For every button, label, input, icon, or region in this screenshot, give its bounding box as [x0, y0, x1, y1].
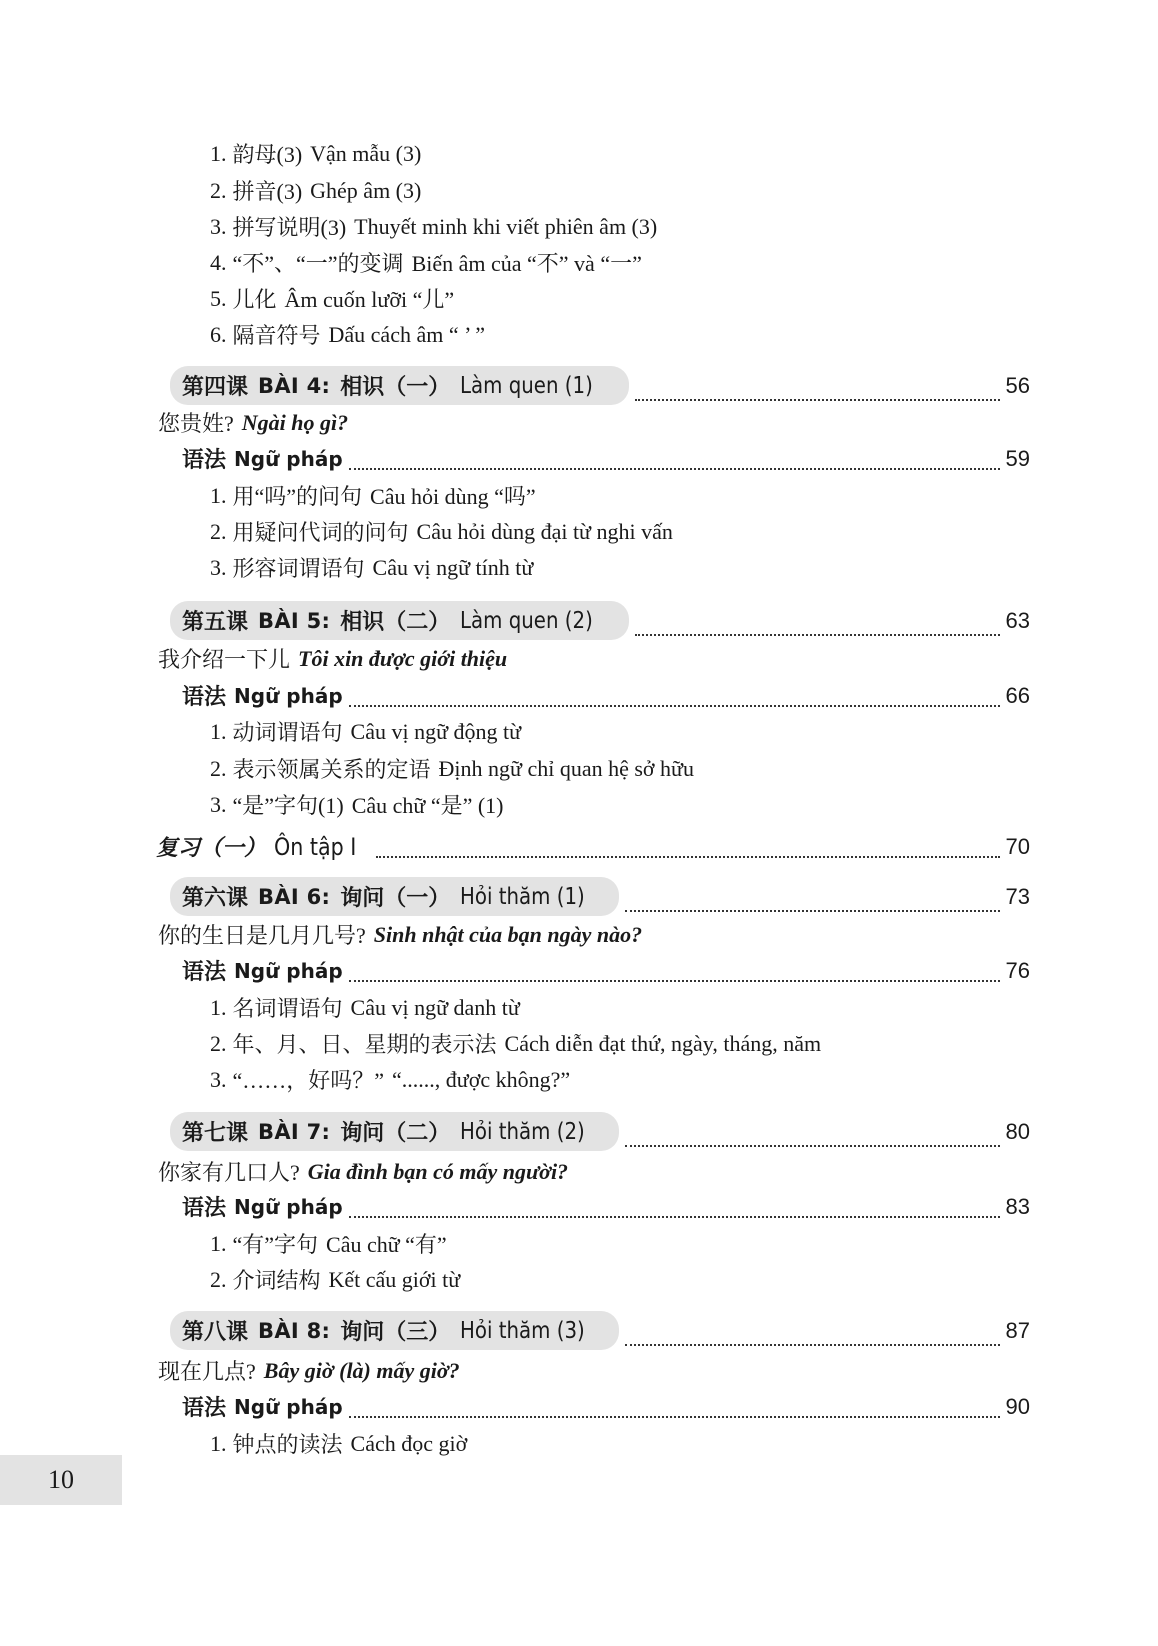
page-ref: 66: [1005, 682, 1030, 708]
toc-sub-item: [210, 789, 504, 820]
item-chinese: 儿化: [232, 287, 277, 312]
page-ref: 59: [1005, 445, 1030, 471]
toc-lesson-title: [158, 919, 642, 950]
lesson-number: BÀI 8:: [258, 1318, 331, 1343]
title-chinese: 您贵姓?: [158, 411, 234, 436]
toc-grammar-heading: [182, 955, 1030, 986]
title-vietnamese: Bây giờ (là) mấy giờ?: [263, 1357, 460, 1383]
toc-sub-item: [210, 247, 642, 278]
toc-grammar-heading: [182, 1191, 1030, 1222]
title-chinese: 你家有几口人?: [158, 1160, 300, 1185]
item-number: 3.: [210, 1066, 227, 1092]
lesson-vietnamese: Hỏi thăm (1): [460, 883, 585, 910]
page-ref: 83: [1005, 1193, 1030, 1219]
toc-grammar-heading: [182, 680, 1030, 711]
item-vietnamese: Vận mẫu (3): [310, 140, 422, 166]
item-number: 1.: [210, 140, 227, 166]
toc-lesson-heading: [170, 1311, 1030, 1350]
item-vietnamese: Câu vị ngữ tính từ: [372, 554, 534, 580]
grammar-chinese: 语法: [182, 1396, 227, 1421]
item-chinese: 韵母(3): [232, 142, 303, 167]
lesson-chinese: 第五课: [182, 610, 249, 635]
toc-sub-item: [210, 1028, 821, 1059]
item-vietnamese: Cách diễn đạt thứ, ngày, tháng, năm: [504, 1030, 822, 1056]
item-chinese: 介词结构: [232, 1268, 321, 1293]
dot-leader: [349, 467, 1000, 470]
toc-sub-item: [210, 283, 454, 314]
title-chinese: 你的生日是几月几号?: [158, 923, 366, 948]
page-ref: 56: [1005, 372, 1030, 398]
item-chinese: 动词谓语句: [232, 720, 343, 745]
item-chinese: 表示领属关系的定语: [232, 757, 431, 782]
toc-sub-item: [210, 480, 536, 511]
toc-sub-item: [210, 1264, 460, 1295]
item-chinese: “……，好吗？”: [232, 1068, 385, 1093]
lesson-vietnamese: Làm quen (1): [460, 372, 594, 399]
toc-sub-item: [210, 1228, 447, 1259]
item-vietnamese: Câu chữ “有”: [326, 1232, 447, 1257]
item-vietnamese: Dấu cách âm “ ’ ”: [328, 321, 486, 347]
item-vietnamese: Âm cuốn lưỡi “儿”: [284, 287, 455, 312]
grammar-vietnamese: Ngữ pháp: [234, 1394, 343, 1419]
item-number: 1.: [210, 1430, 227, 1456]
item-vietnamese: Câu hỏi dùng đại từ nghi vấn: [416, 518, 673, 544]
lesson-label: [170, 877, 619, 916]
item-number: 2.: [210, 518, 227, 544]
toc-sub-item: [210, 319, 485, 350]
item-vietnamese: Thuyết minh khi viết phiên âm (3): [354, 213, 658, 239]
dot-leader: [625, 1343, 999, 1346]
dot-leader: [349, 1215, 1000, 1218]
page-ref: 87: [1005, 1317, 1030, 1343]
item-chinese: 钟点的读法: [232, 1432, 343, 1457]
toc-sub-item: [210, 552, 533, 583]
toc-grammar-heading: [182, 443, 1030, 474]
dot-leader: [349, 1415, 1000, 1418]
page-ref: 76: [1005, 957, 1030, 983]
lesson-vietnamese: Hỏi thăm (3): [460, 1317, 585, 1344]
item-chinese: “不”、“一”的变调: [232, 251, 404, 276]
toc-sub-item: [210, 716, 521, 747]
toc-sub-item: [210, 1428, 467, 1459]
toc-sub-item: [210, 1064, 570, 1095]
item-number: 2.: [210, 755, 227, 781]
dot-leader: [635, 633, 1000, 636]
title-vietnamese: Ngài họ gì?: [241, 409, 349, 435]
grammar-vietnamese: Ngữ pháp: [234, 446, 343, 471]
review-chinese: 复习（一）: [156, 836, 267, 861]
dot-leader: [349, 979, 1000, 982]
toc-lesson-title: [158, 1355, 460, 1386]
toc-lesson-title: [158, 1156, 568, 1187]
item-vietnamese: Ghép âm (3): [310, 177, 422, 203]
toc-sub-item: [210, 992, 520, 1023]
item-number: 3.: [210, 213, 227, 239]
item-number: 2.: [210, 177, 227, 203]
item-number: 2.: [210, 1030, 227, 1056]
toc-sub-item: [210, 753, 694, 784]
grammar-vietnamese: Ngữ pháp: [234, 683, 343, 708]
grammar-vietnamese: Ngữ pháp: [234, 958, 343, 983]
toc-lesson-heading: [170, 877, 1030, 916]
item-number: 5.: [210, 285, 227, 311]
toc-lesson-heading: [170, 601, 1030, 640]
lesson-label: [170, 601, 629, 640]
item-chinese: “有”字句: [232, 1232, 319, 1257]
page-ref: 70: [1005, 833, 1030, 859]
lesson-number: BÀI 4:: [258, 373, 331, 398]
lesson-label: [170, 366, 629, 405]
lesson-topic: 相识（一）: [340, 375, 451, 400]
dot-leader: [625, 909, 999, 912]
dot-leader: [625, 1144, 999, 1147]
item-chinese: 名词谓语句: [232, 996, 343, 1021]
lesson-topic: 相识（二）: [340, 610, 451, 635]
grammar-chinese: 语法: [182, 960, 227, 985]
lesson-vietnamese: Làm quen (2): [460, 607, 594, 634]
title-vietnamese: Sinh nhật của bạn ngày nào?: [373, 921, 643, 947]
lesson-chinese: 第八课: [182, 1320, 249, 1345]
toc-review-heading: [156, 831, 1030, 862]
title-chinese: 现在几点?: [158, 1359, 256, 1384]
lesson-topic: 询问（三）: [340, 1320, 451, 1345]
toc-lesson-heading: [170, 366, 1030, 405]
dot-leader: [635, 398, 1000, 401]
item-chinese: 拼写说明(3): [232, 215, 347, 240]
page-number: 10: [0, 1455, 122, 1505]
lesson-topic: 询问（二）: [340, 1121, 451, 1146]
toc-lesson-title: [158, 643, 507, 674]
title-chinese: 我介绍一下儿: [158, 647, 291, 672]
item-number: 1.: [210, 994, 227, 1020]
item-number: 4.: [210, 249, 227, 275]
lesson-chinese: 第六课: [182, 886, 249, 911]
item-number: 2.: [210, 1266, 227, 1292]
item-chinese: 用“吗”的问句: [232, 484, 363, 509]
item-vietnamese: Câu hỏi dùng “吗”: [370, 484, 536, 509]
lesson-number: BÀI 7:: [258, 1119, 331, 1144]
grammar-vietnamese: Ngữ pháp: [234, 1194, 343, 1219]
grammar-chinese: 语法: [182, 448, 227, 473]
title-vietnamese: Gia đình bạn có mấy người?: [307, 1158, 569, 1184]
item-vietnamese: Câu vị ngữ danh từ: [350, 994, 520, 1020]
page-ref: 63: [1005, 607, 1030, 633]
page-ref: 80: [1005, 1118, 1030, 1144]
item-number: 1.: [210, 718, 227, 744]
item-vietnamese: Câu chữ “是” (1): [351, 793, 504, 818]
item-number: 1.: [210, 1230, 227, 1256]
toc-sub-item: [210, 138, 421, 169]
toc-sub-item: [210, 516, 673, 547]
item-vietnamese: Câu vị ngữ động từ: [350, 718, 522, 744]
item-chinese: “是”字句(1): [232, 793, 344, 818]
item-number: 6.: [210, 321, 227, 347]
item-number: 1.: [210, 482, 227, 508]
item-vietnamese: Kết cấu giới từ: [328, 1266, 461, 1292]
lesson-label: [170, 1311, 619, 1350]
item-chinese: 用疑问代词的问句: [232, 520, 409, 545]
item-vietnamese: Cách đọc giờ: [350, 1430, 468, 1456]
item-chinese: 年、月、日、星期的表示法: [232, 1032, 497, 1057]
item-vietnamese: Biến âm của “不” và “一”: [411, 251, 642, 276]
toc-grammar-heading: [182, 1391, 1030, 1422]
item-vietnamese: “......, được không?”: [392, 1066, 571, 1092]
title-vietnamese: Tôi xin được giới thiệu: [298, 645, 508, 671]
item-vietnamese: Định ngữ chỉ quan hệ sở hữu: [438, 755, 694, 781]
item-chinese: 拼音(3): [232, 179, 303, 204]
dot-leader: [349, 704, 1000, 707]
toc-sub-item: [210, 175, 421, 206]
grammar-chinese: 语法: [182, 685, 227, 710]
grammar-chinese: 语法: [182, 1196, 227, 1221]
lesson-number: BÀI 5:: [258, 608, 331, 633]
lesson-vietnamese: Hỏi thăm (2): [460, 1118, 585, 1145]
dot-leader: [376, 855, 1000, 858]
lesson-chinese: 第四课: [182, 375, 249, 400]
review-vietnamese: Ôn tập I: [274, 832, 357, 861]
page-ref: 73: [1005, 883, 1030, 909]
toc-sub-item: [210, 211, 657, 242]
item-number: 3.: [210, 791, 227, 817]
toc-lesson-title: [158, 407, 348, 438]
page-ref: 90: [1005, 1393, 1030, 1419]
lesson-chinese: 第七课: [182, 1121, 249, 1146]
item-chinese: 形容词谓语句: [232, 556, 365, 581]
lesson-number: BÀI 6:: [258, 884, 331, 909]
lesson-label: [170, 1112, 619, 1151]
item-chinese: 隔音符号: [232, 323, 321, 348]
item-number: 3.: [210, 554, 227, 580]
toc-lesson-heading: [170, 1112, 1030, 1151]
lesson-topic: 询问（一）: [340, 886, 451, 911]
